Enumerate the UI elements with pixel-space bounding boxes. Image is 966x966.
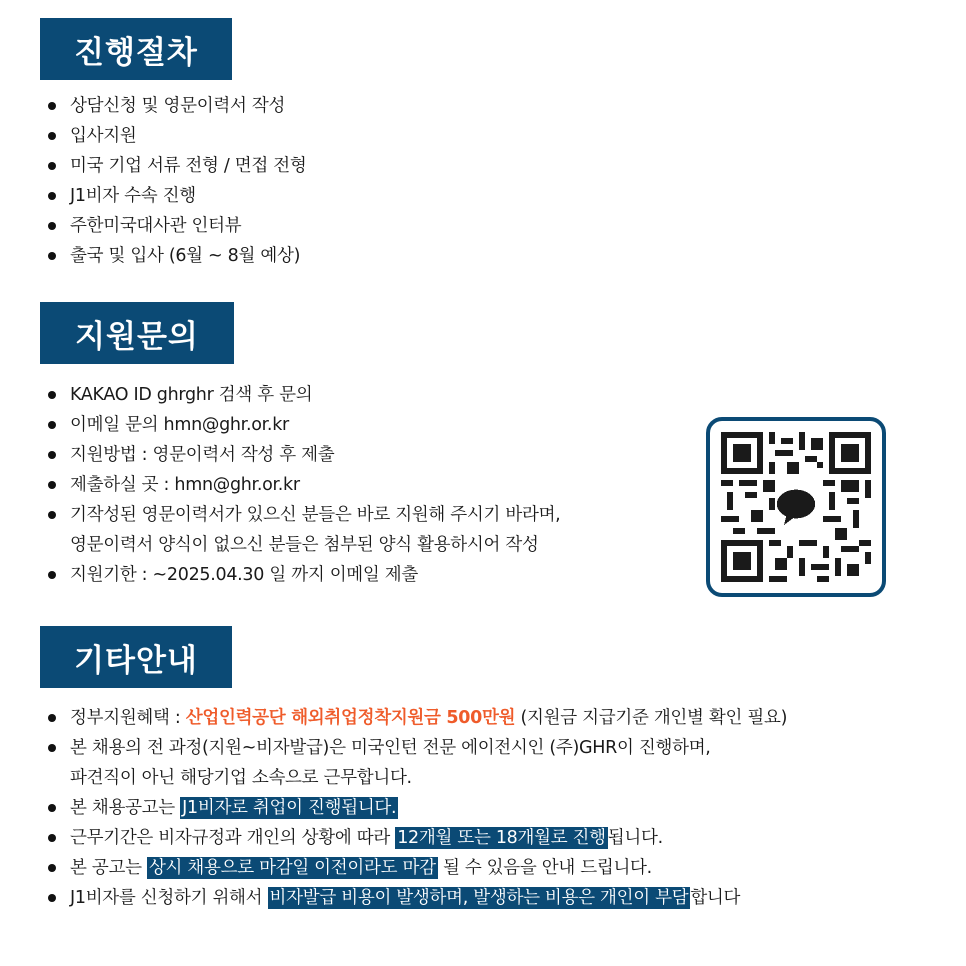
period-prefix: 근무기간은 비자규정과 개인의 상황에 따라 (70, 828, 396, 848)
list-item: 지원방법 : 영문이력서 작성 후 제출 (46, 440, 560, 470)
other-section-title: 기타안내 (40, 626, 232, 688)
benefit-highlight: 산업인력공단 해외취업정착지원금 500만원 (185, 708, 516, 728)
kakao-qr-code-icon[interactable] (706, 417, 886, 597)
period-highlight: 12개월 또는 18개월로 진행 (397, 828, 606, 848)
other-list (46, 703, 787, 913)
list-item: 주한미국대사관 인터뷰 (46, 211, 306, 241)
close-highlight: 상시 채용으로 마감일 이전이라도 마감 (148, 858, 436, 878)
list-item: 지원기한 : ~2025.04.30 일 까지 이메일 제출 (46, 560, 560, 590)
list-item: 제출하실 곳 : hmn@ghr.or.kr (46, 470, 560, 500)
list-item: 미국 기업 서류 전형 / 면접 전형 (46, 151, 306, 181)
process-line-2: 파견직이 아닌 해당기업 소속으로 근무합니다. (70, 768, 412, 788)
list-item (46, 703, 787, 733)
list-item: 상담신청 및 영문이력서 작성 (46, 91, 306, 121)
process-section-title: 진행절차 (40, 18, 232, 80)
close-prefix: 본 공고는 (70, 858, 147, 878)
list-item (46, 883, 787, 913)
list-item: J1비자 수속 진행 (46, 181, 306, 211)
process-list (46, 91, 306, 271)
list-item (46, 823, 787, 853)
list-item: 입사지원 (46, 121, 306, 151)
inquiry-list (46, 380, 560, 590)
inquiry-section-title: 지원문의 (40, 302, 234, 364)
cost-prefix: J1비자를 신청하기 위해서 (70, 888, 268, 908)
close-suffix: 될 수 있음을 안내 드립니다. (437, 858, 652, 878)
list-item (46, 793, 787, 823)
list-item (46, 733, 787, 793)
list-item (46, 500, 560, 560)
cost-suffix: 합니다 (690, 888, 741, 908)
list-item: KAKAO ID ghrghr 검색 후 문의 (46, 380, 560, 410)
visa-highlight: J1비자로 취업이 진행됩니다. (182, 798, 397, 818)
multi-line-2: 영문이력서 양식이 없으신 분들은 첨부된 양식 활용하시어 작성 (70, 535, 539, 555)
multi-line-1: 기작성된 영문이력서가 있으신 분들은 바로 지원해 주시기 바라며, (70, 505, 561, 525)
period-suffix: 됩니다. (607, 828, 663, 848)
list-item (46, 853, 787, 883)
list-item: 이메일 문의 hmn@ghr.or.kr (46, 410, 560, 440)
benefit-prefix: 정부지원혜택 : (70, 708, 186, 728)
process-line-1: 본 채용의 전 과정(지원~비자발급)은 미국인턴 전문 에이전시인 (주)GHR이 진행하며, (70, 738, 711, 758)
cost-highlight: 비자발급 비용이 발생하며, 발생하는 비용은 개인이 부담 (269, 888, 689, 908)
visa-prefix: 본 채용공고는 (70, 798, 181, 818)
list-item: 출국 및 입사 (6월 ~ 8월 예상) (46, 241, 306, 271)
benefit-suffix: (지원금 지급기준 개인별 확인 필요) (515, 708, 788, 728)
